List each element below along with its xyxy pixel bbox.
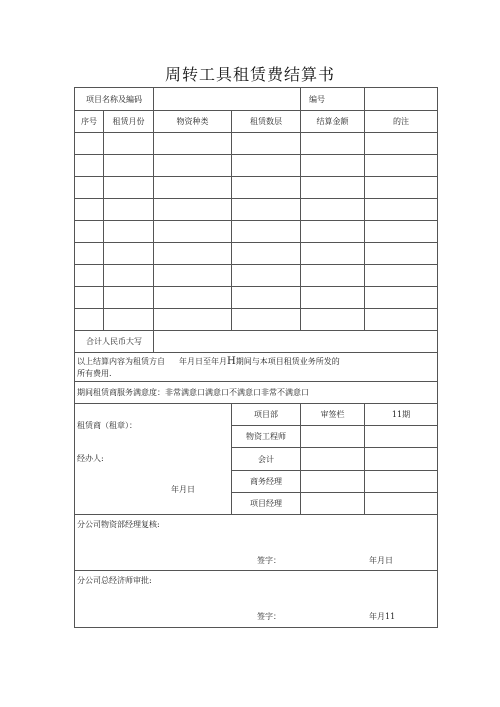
col-header-amount: 结算金额 <box>301 111 365 133</box>
table-cell <box>154 199 232 221</box>
table-cell <box>104 177 154 199</box>
table-row <box>75 177 438 199</box>
sign-row-1 <box>75 404 438 426</box>
table-cell <box>75 155 104 177</box>
sign-cell <box>365 448 438 471</box>
table-cell <box>365 177 438 199</box>
review1-date: 年月日 <box>369 556 393 565</box>
handler-label: 经办人: <box>77 453 104 463</box>
table-row <box>75 309 438 331</box>
sign-row-3 <box>75 448 438 471</box>
sign-cell <box>365 426 438 448</box>
table-cell <box>104 221 154 243</box>
sign-cell <box>301 426 365 448</box>
lessor-cell <box>75 404 232 448</box>
number-cell <box>365 88 438 111</box>
settlement-form <box>74 87 438 628</box>
table-row <box>75 287 438 309</box>
table-row <box>75 155 438 177</box>
sign-cell <box>365 471 438 493</box>
sign-header-date: 11期 <box>365 404 438 426</box>
review1-row <box>75 515 438 571</box>
table-row <box>75 265 438 287</box>
statement-part2: 年月日至年月 <box>179 356 227 366</box>
table-cell <box>104 133 154 155</box>
review2-sign-label: 签字： <box>257 612 281 621</box>
table-cell <box>365 287 438 309</box>
table-cell <box>301 221 365 243</box>
table-cell <box>104 265 154 287</box>
column-header-row <box>75 111 438 133</box>
col-header-month: 租赁月份 <box>104 111 154 133</box>
table-cell <box>104 199 154 221</box>
table-cell <box>301 243 365 265</box>
col-header-index: 序号 <box>75 111 104 133</box>
table-cell <box>154 265 232 287</box>
table-cell <box>365 133 438 155</box>
role-project-manager: 项目经理 <box>232 493 301 515</box>
role-materials-engineer: 物资工程师 <box>232 426 301 448</box>
table-cell <box>154 309 232 331</box>
table-cell <box>154 133 232 155</box>
table-cell <box>154 177 232 199</box>
statement-part4: 所有费用. <box>77 368 112 378</box>
sign-header-approval: 审签栏 <box>301 404 365 426</box>
table-cell <box>75 177 104 199</box>
table-cell <box>232 155 301 177</box>
table-cell <box>232 265 301 287</box>
table-cell <box>301 155 365 177</box>
table-cell <box>75 221 104 243</box>
col-header-remark: 的注 <box>365 111 438 133</box>
table-cell <box>301 177 365 199</box>
handler-date: 年月日 <box>171 484 195 494</box>
review2-row <box>75 571 438 628</box>
statement-text <box>75 353 438 382</box>
project-name-cell <box>154 88 301 111</box>
table-cell <box>365 243 438 265</box>
lessor-label: 租赁商（租章）： <box>77 421 137 431</box>
table-cell <box>104 243 154 265</box>
sign-cell <box>301 448 365 471</box>
table-cell <box>75 287 104 309</box>
review2-date: 年月11 <box>369 612 396 621</box>
statement-letter: H <box>227 355 236 367</box>
satisfaction-text: 期间租赁商服务满意度：非常满意口满意口不满意口非常不满意口 <box>75 382 438 404</box>
statement-part3: 期间与本项目租赁业务所发的 <box>235 356 340 366</box>
table-cell <box>365 155 438 177</box>
review2-label: 分公司总经济师审批: <box>77 576 152 585</box>
table-cell <box>75 265 104 287</box>
total-label: 合计人民币大写 <box>75 331 154 353</box>
sign-cell <box>301 493 365 515</box>
handler-cell <box>75 448 232 515</box>
total-row <box>75 331 438 353</box>
table-row <box>75 221 438 243</box>
table-cell <box>104 287 154 309</box>
table-cell <box>301 265 365 287</box>
role-accountant: 会计 <box>232 448 301 471</box>
project-name-label: 项目名称及編码 <box>75 88 154 111</box>
table-cell <box>75 199 104 221</box>
table-cell <box>301 133 365 155</box>
review1-label: 分公司物资部经理复核: <box>77 520 160 529</box>
table-cell <box>154 221 232 243</box>
table-cell <box>104 155 154 177</box>
document-title: 周转工具租赁费结算书 <box>164 65 335 84</box>
table-row <box>75 243 438 265</box>
number-label: 编号 <box>301 88 365 111</box>
review1-cell <box>75 515 438 571</box>
table-cell <box>75 243 104 265</box>
table-cell <box>75 133 104 155</box>
table-cell <box>365 265 438 287</box>
table-cell <box>154 287 232 309</box>
col-header-material: 物资种类 <box>154 111 232 133</box>
statement-part1: 以上结算内容为租赁方自 <box>77 356 165 366</box>
table-cell <box>232 221 301 243</box>
table-cell <box>154 243 232 265</box>
header-row <box>75 88 438 111</box>
sign-cell <box>365 493 438 515</box>
role-business-manager: 商务经理 <box>232 471 301 493</box>
review2-cell <box>75 571 438 628</box>
table-cell <box>232 133 301 155</box>
table-cell <box>75 309 104 331</box>
total-value-cell <box>154 331 438 353</box>
table-row <box>75 199 438 221</box>
table-cell <box>232 243 301 265</box>
table-cell <box>301 199 365 221</box>
review1-sign-label: 签字： <box>257 556 281 565</box>
table-cell <box>365 199 438 221</box>
table-cell <box>104 309 154 331</box>
table-cell <box>154 155 232 177</box>
table-cell <box>365 221 438 243</box>
table-cell <box>365 309 438 331</box>
table-cell <box>232 309 301 331</box>
table-cell <box>301 287 365 309</box>
table-cell <box>232 287 301 309</box>
table-cell <box>232 177 301 199</box>
sign-cell <box>301 471 365 493</box>
statement-row <box>75 353 438 382</box>
satisfaction-row <box>75 382 438 404</box>
col-header-quantity: 租赁数层 <box>232 111 301 133</box>
table-cell <box>301 309 365 331</box>
sign-header-project: 项目部 <box>232 404 301 426</box>
table-row <box>75 133 438 155</box>
table-cell <box>232 199 301 221</box>
